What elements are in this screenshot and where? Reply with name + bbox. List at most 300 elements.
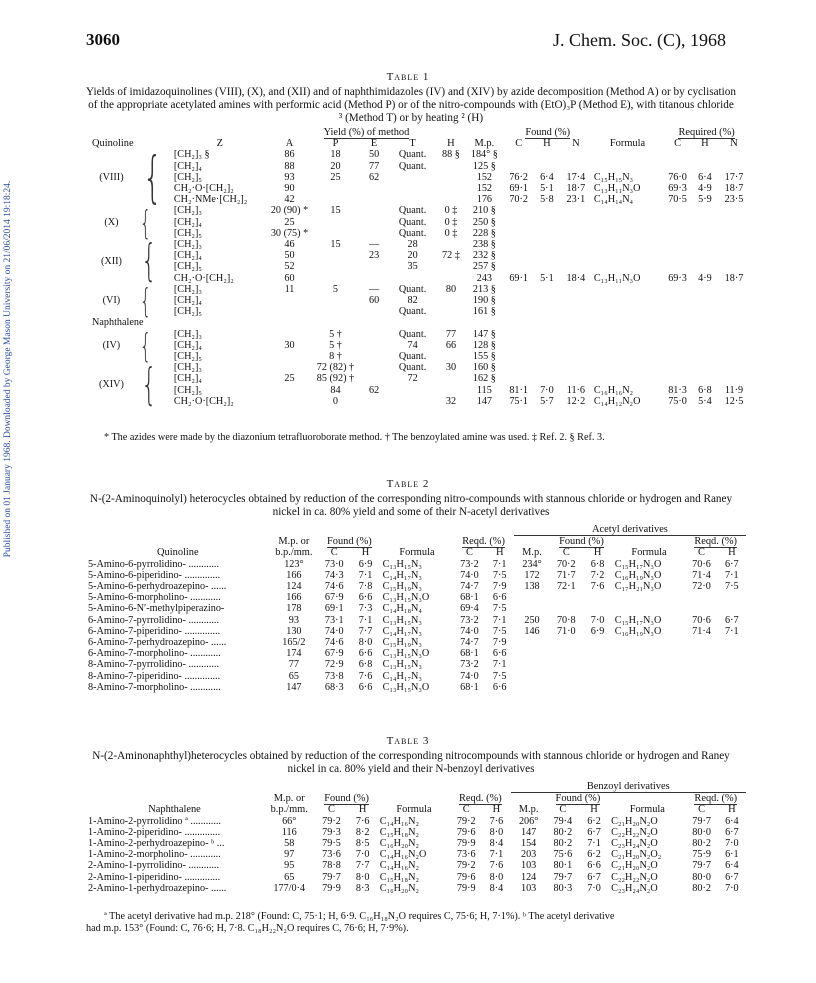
table-cell: 79·2 [456,860,476,872]
table-cell: Quant. [398,205,427,217]
table-cell: 0 ‡ [444,227,458,239]
benzoyl-header: Benzoyl derivatives [511,781,746,793]
table-cell: 71·4 [692,569,711,581]
table-cell [311,273,359,284]
left-brace-icon: { [139,202,152,242]
table-cell: 23·1 [566,194,586,206]
table-cell: 70·5 [668,194,687,206]
z-substituent: [CH₂]₅ [173,351,202,363]
table-row [90,183,750,194]
z-substituent: [CH₂]₄ [173,216,202,228]
table-cell: 124 [520,871,537,883]
table-cell: 62 [368,171,380,183]
table3-label: Table 3 [386,735,430,747]
table-cell: 7·1 [492,558,507,570]
table-cell [550,637,582,648]
col-req-n: N [730,138,738,150]
table-cell [592,373,663,384]
table-cell: C₂₁H₂₀N₂O [611,860,658,872]
table-cell [560,306,592,317]
table-cell [663,205,692,216]
table-cell: 23 [368,250,380,262]
table-cell [718,648,746,659]
left-brace-icon: { [142,144,162,209]
table-cell: 52 [284,261,295,273]
table-cell: Quant. [398,283,427,295]
table-cell [592,295,663,306]
table-cell [582,648,612,659]
table-cell [534,295,560,306]
table-cell: C₁₄H₁₈N₄ [382,603,422,615]
table-cell: C₁₆H₁₆N₂ [593,384,634,396]
compound-name: 6-Amino-7-morpholino- ............ [88,648,221,660]
table-cell: C₁₃H₁₅N₃ [382,558,422,570]
table-cell: C₁₅H₁₇N₃O [614,558,662,570]
table-cell: 6·7 [725,826,739,838]
table-cell [360,329,389,340]
table-cell: 79·7 [322,871,341,883]
table-cell [388,396,436,407]
table-cell [592,161,663,172]
table-cell: 4·9 [698,272,712,284]
table-cell [718,603,746,614]
table-cell: 5·4 [698,395,712,407]
col-h: H [358,804,367,816]
table-cell: 18·7 [566,183,586,195]
table-cell [360,194,389,205]
table-cell: C₁₃H₁₅N₃O [382,648,430,660]
table-cell: 116 [281,826,297,838]
z-substituent: [CH₂]₄ [173,250,202,262]
table-cell: 80·2 [553,838,573,850]
table-cell: 174 [286,648,302,660]
table-cell: 72·9 [324,659,344,671]
table-cell: C₁₄H₁₇N₃ [382,569,422,581]
col-req-h: H [701,138,709,150]
table-cell [718,161,750,172]
table-cell: 72 ‡ [442,250,460,262]
table-cell: C₁₄H₁₄N₄ [593,194,634,206]
table-cell [613,671,686,682]
table-cell: 60 [368,295,380,307]
table-cell: C₁₃H₁₅N₃O [382,592,430,604]
table-cell [718,592,746,603]
table-cell [437,172,466,183]
table-cell [360,228,389,239]
table-cell: 11 [284,283,295,295]
table-cell: 50 [284,250,295,262]
table-cell: 68·3 [324,681,344,693]
left-brace-icon: { [139,281,152,321]
table-row [90,385,750,396]
table-cell: 81·1 [509,384,529,396]
table-cell: 74·6 [324,581,344,593]
table-cell: 69·1 [324,603,344,615]
table-cell: 74·6 [324,637,344,649]
col-benzoyl-formula: Formula [629,804,665,816]
table-cell [550,648,582,659]
z-substituent: CH₂·O·[CH₂]₂ [173,272,234,284]
table-cell: C₁₃H₁₅N₃ [382,614,422,626]
table-cell: C₁₆H₂₀N₂ [379,838,420,850]
table-cell [311,306,359,317]
compound-group-label: (VI) [102,295,121,307]
table-row [90,362,750,373]
table-cell: 7·0 [725,838,739,850]
table-cell: 66° [282,815,297,827]
col-reqd-h: H [495,547,504,559]
table-cell [514,592,550,603]
table-cell: 74·0 [460,670,479,682]
table-cell [718,250,750,261]
table-cell: C₁₄H₁₇N₃ [382,625,422,637]
table-row [90,217,750,228]
table-cell [592,351,663,362]
table-cell: 8·0 [489,826,504,838]
col-found-n: N [572,138,580,150]
table-cell: C₁₃H₁₁N₃O [593,272,641,284]
table-cell: 73·1 [324,614,344,626]
table-cell: 8·5 [355,838,370,850]
table-row [90,351,750,362]
table2 [86,524,746,693]
compound-name: 1-Amino-2-morpholino- ............ [88,849,221,861]
table-cell: 50 [368,149,380,161]
table-cell: C₂₂H₂₂N₂O [611,826,658,838]
col-mp-or: M.p. or [278,535,310,547]
table-cell [504,306,534,317]
table-cell: 7·0 [725,882,739,894]
table-cell: 30 [445,362,457,374]
table-cell: 85 (92) † [316,373,355,385]
table-cell: C₁₅H₁₅N₃ [593,171,634,183]
table-cell: 7·0 [355,849,370,861]
table-cell: 6·8 [358,659,373,671]
table-cell: 6·2 [587,815,601,827]
table-cell: C₂₃H₂₄N₂O [611,882,658,894]
table-cell: 20 [407,250,418,262]
table-cell: 68·1 [460,648,479,660]
table-row [86,838,746,849]
col-found-h: H [543,138,551,150]
table-row [90,239,750,250]
col-naphthalene: Naphthalene [148,804,201,816]
table-cell [692,161,718,172]
table-cell: 15 [330,239,341,251]
col-p: P [332,138,339,150]
col-benzoyl-c: C [559,804,567,816]
page-number: 3060 [86,30,120,49]
table-cell [592,205,663,216]
z-substituent: [CH₂]₄ [173,373,202,385]
table-cell: 6·4 [698,171,712,183]
brace-icon [133,235,172,287]
table-cell: 7·6 [355,815,370,827]
table-cell [692,228,718,239]
table-cell [534,340,560,351]
table-cell: 18·4 [566,272,586,284]
table-cell: 6·8 [590,558,605,570]
table-cell: 79·7 [692,860,711,872]
table-cell: 160 § [472,362,496,374]
table-cell [550,592,582,603]
table-cell: 90 [284,183,295,195]
table-cell [268,362,312,373]
table-cell: 71·0 [556,625,576,637]
table-cell [582,592,612,603]
table-cell [592,149,663,160]
table-cell: 5 [332,283,339,295]
table-cell: 42 [284,194,295,206]
table-cell: 5·9 [698,194,712,206]
table-cell: 25 [284,216,295,228]
journal-title: J. Chem. Soc. (C), 1968 [553,30,726,50]
table-cell: 250 [524,614,540,626]
table-cell [437,373,466,384]
table-cell: 72·0 [692,581,711,593]
table-cell: 72 [407,373,418,385]
table-cell: 75·0 [668,395,687,407]
table-cell [592,250,663,261]
table-cell [360,183,389,194]
table-cell: 77 [445,328,457,340]
table-row [86,872,746,883]
table-cell: C₁₄H₁₆N₂O [379,849,427,861]
table-cell [692,362,718,373]
table-cell [685,592,717,603]
table-cell [560,329,592,340]
table-cell: Quant. [398,351,427,363]
table-cell: 124 [286,581,302,593]
table-cell: 25 [330,171,341,183]
table-cell: 74·0 [324,625,344,637]
table-cell [592,217,663,228]
table-cell: 152 [476,183,492,195]
table-cell: 6·7 [725,558,739,570]
naphthalene-label: Naphthalene [92,317,144,329]
table-cell: 8·0 [489,871,504,883]
table-cell: Quant. [398,306,427,318]
table-cell [692,295,718,306]
table-cell: 6·6 [587,860,601,872]
table-cell [504,373,534,384]
table-cell: 7·0 [540,384,554,396]
table-cell: 165/2 [282,637,306,649]
col-formula: Formula [399,547,435,559]
table-cell [437,239,466,250]
table-cell [718,373,750,384]
table-cell [504,362,534,373]
table-cell: 66 [445,339,457,351]
table-cell [663,306,692,317]
table-row [90,373,750,384]
table-cell [692,149,718,160]
table-cell: 5·1 [540,272,554,284]
table-cell: 79·9 [456,882,476,894]
table-cell [560,149,592,160]
table-cell [613,603,686,614]
table-cell [534,373,560,384]
table-cell [592,261,663,272]
table-cell: 25 [284,373,295,385]
table-cell [504,217,534,228]
table-cell: 11·6 [566,384,586,396]
table-cell: 238 § [472,239,496,251]
table-cell: 23·5 [724,194,744,206]
table-cell: 7·5 [725,581,739,593]
table-cell: Quant. [398,149,427,161]
table-cell: 20 [330,160,341,172]
z-substituent: [CH₂]₅ [173,227,202,239]
table-cell: 79·2 [456,815,476,827]
table-cell: 80·1 [553,860,573,872]
table-row [86,827,746,838]
table-cell: 30 [284,339,295,351]
table-cell: 213 § [472,283,496,295]
table-cell: 7·1 [492,659,507,671]
compound-group-label: (X) [104,216,119,228]
table-row [86,816,746,827]
table-cell: 176 [476,194,492,206]
table-cell: 5·8 [540,194,554,206]
table-cell [663,362,692,373]
table-cell: 7·5 [492,670,507,682]
table-cell: 93 [288,614,299,626]
table-cell [718,217,750,228]
table-cell: 257 § [472,261,496,273]
table-cell: 79·6 [456,871,476,883]
table-cell [613,592,686,603]
table-cell [718,149,750,160]
table-cell [311,295,359,306]
table-cell: 74·3 [324,569,344,581]
table-cell [550,659,582,670]
table-cell: 7·1 [725,569,739,581]
table-cell [534,329,560,340]
table-cell: 73·6 [456,849,476,861]
table-cell: 7·2 [590,569,605,581]
table-cell: 30 (75) * [270,227,309,239]
found-header: Found (%) [324,792,369,804]
table-row [90,284,750,295]
table-cell: 6·7 [587,871,601,883]
col-quinoline: Quinoline [92,138,134,150]
table-cell: 6·2 [587,849,601,861]
table-cell [582,682,612,693]
table1-label: Table 1 [386,71,430,83]
table-cell: 5·1 [540,183,554,195]
table-cell: C₁₄H₁₆N₂ [379,815,420,827]
table-cell: 6·6 [358,681,373,693]
table-cell: 7·3 [358,603,373,615]
table-cell: 79·2 [322,815,341,827]
table-cell [268,306,312,317]
table-cell [685,671,717,682]
col-benzoyl-h: H [590,804,598,816]
table-cell [360,217,389,228]
table-cell [692,217,718,228]
left-brace-icon: { [141,235,157,287]
table-cell [360,205,389,216]
table-cell: 8·3 [355,882,370,894]
z-substituent: [CH₂]₅ [173,261,202,273]
table-cell [592,228,663,239]
col-e: E [370,138,378,150]
table-cell [582,659,612,670]
table-cell: C₁₅H₁₉N₃ [382,637,422,649]
compound-name: 1-Amino-2-perhydroazepino- ᵇ ... [88,838,225,850]
table-cell [311,261,359,272]
reqd-header: Reqd. (%) [462,535,505,547]
table-cell [514,682,550,693]
table-cell: 8·2 [355,826,370,838]
compound-name: 8-Amino-7-morpholino- ............ [88,681,221,693]
col-quinoline: Quinoline [157,547,199,559]
col-acetyl-c: C [562,547,570,559]
left-brace-icon: { [141,358,157,410]
col-c: C [330,547,338,559]
table-cell: 162 § [472,373,496,385]
table-cell: 76·2 [509,171,529,183]
table-cell [550,671,582,682]
table-cell: 232 § [472,250,496,262]
compound-name: 5-Amino-6-piperidino- .............. [88,569,221,581]
compound-name: 6-Amino-7-pyrrolidino- ............ [88,614,220,626]
table-cell: 32 [445,395,457,407]
table-cell [514,637,550,648]
table-cell [663,261,692,272]
table-cell [360,362,389,373]
found-header: Found (%) [525,127,571,138]
table-cell: 7·1 [489,849,504,861]
table-row [86,671,746,682]
col-reqd-c: C [465,547,473,559]
table-cell [685,603,717,614]
compound-name: 5-Amino-6-morpholino- ............ [88,592,221,604]
table-cell [360,306,389,317]
table-cell: 6·4 [725,860,739,872]
table-cell: 77 [288,659,299,671]
table-cell: 147 [286,681,302,693]
col-mp: M.p. [474,138,495,150]
table-cell [437,183,466,194]
table-cell [268,396,312,407]
table-cell [592,284,663,295]
table-cell [685,659,717,670]
table-row [90,161,750,172]
table-cell [692,329,718,340]
table-cell: C₁₄H₁₆N₂ [379,860,420,872]
table-cell: 7·1 [492,614,507,626]
table-cell [550,682,582,693]
table-cell [437,161,466,172]
col-bp: b.p./mm. [270,804,308,816]
table-cell: 71·4 [692,625,711,637]
table-cell: 7·6 [358,670,373,682]
table-cell [718,205,750,216]
brace-icon [133,281,172,321]
table-cell: 8·0 [355,871,370,883]
table-cell: 80·2 [692,838,711,850]
table-cell: 203 [520,849,537,861]
table-cell: 6·8 [698,384,712,396]
table-cell [663,161,692,172]
table-cell: Quant. [398,362,427,374]
col-acetyl-reqd-h: H [728,547,736,559]
z-substituent: CH₂·O·[CH₂]₂ [173,395,234,407]
compound-name: 1-Amino-2-pyrrolidino ª ............ [88,815,221,827]
table-cell [718,351,750,362]
